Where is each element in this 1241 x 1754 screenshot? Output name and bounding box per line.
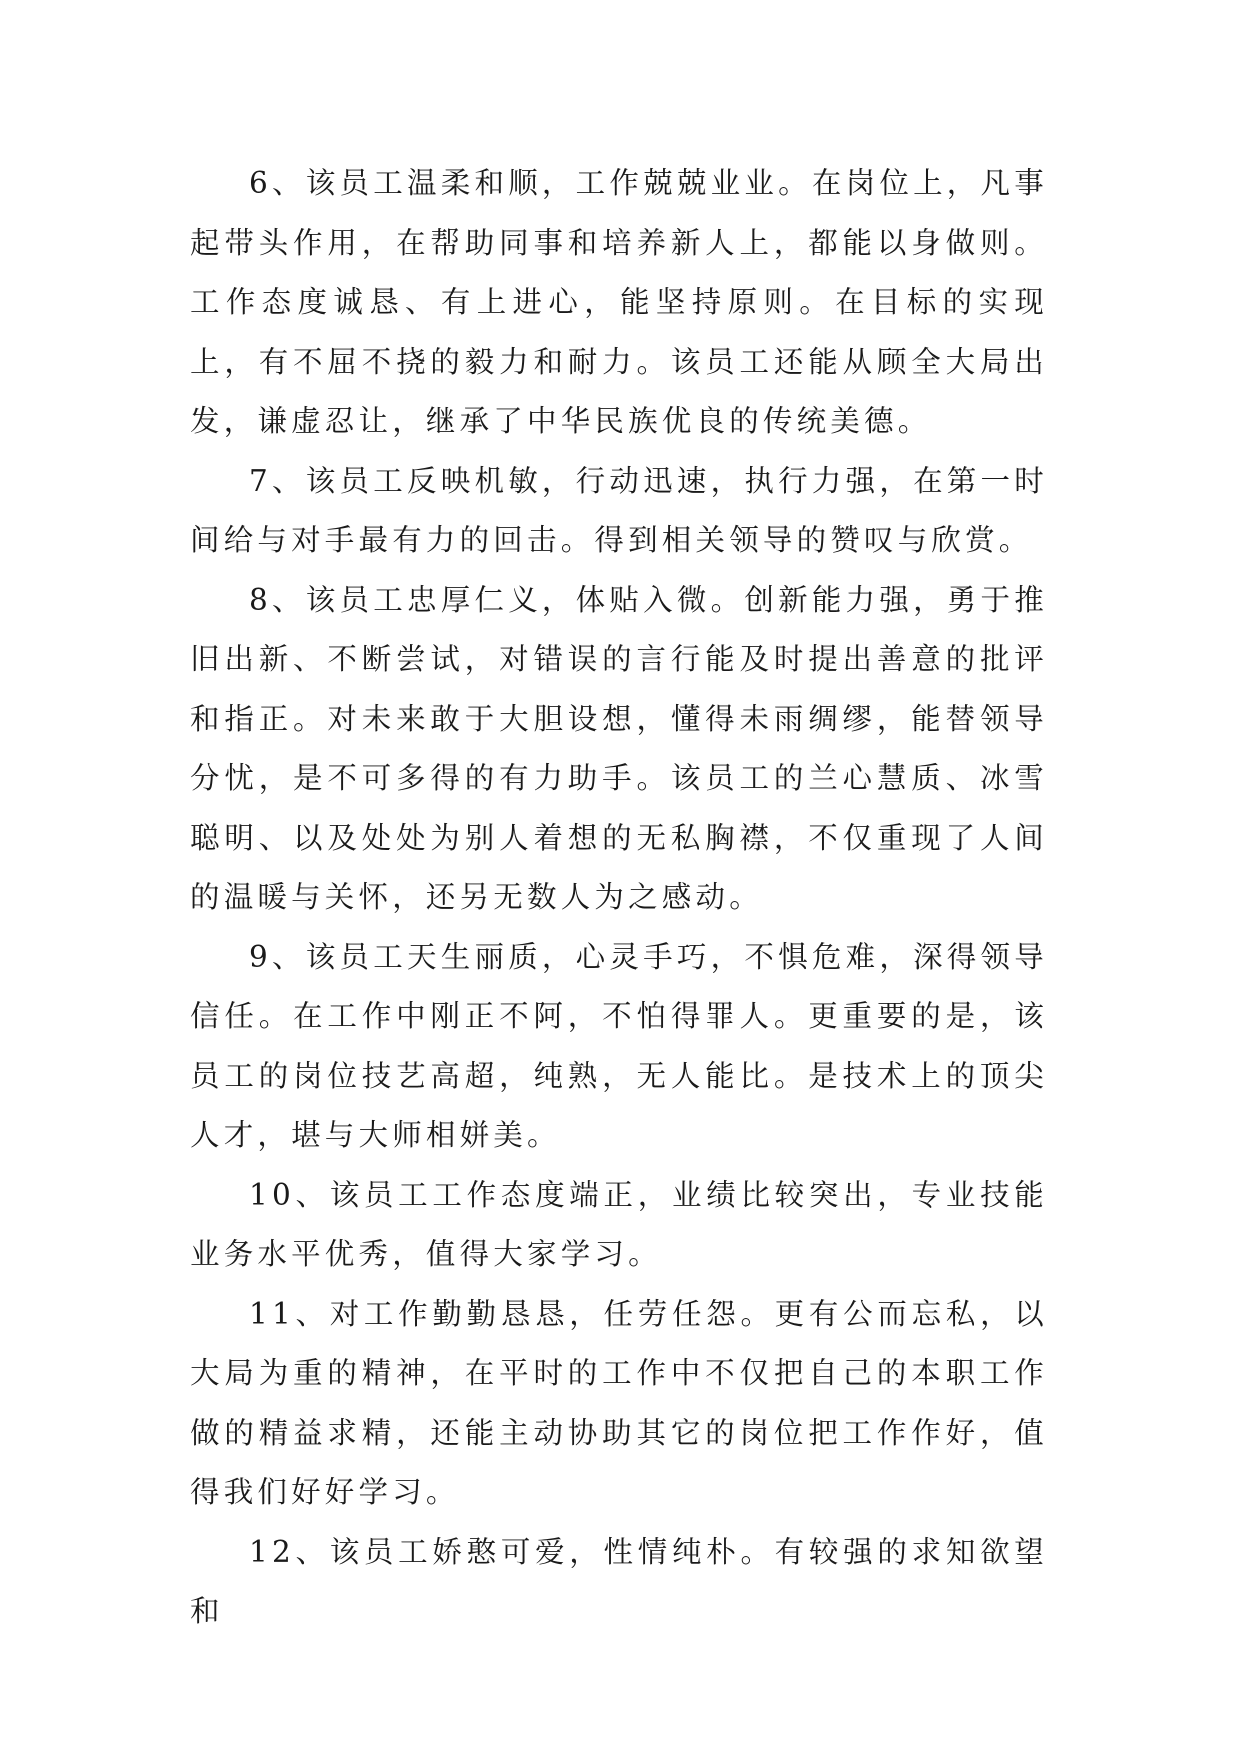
paragraph-11: 11、对工作勤勤恳恳，任劳任怨。更有公而忘私，以大局为重的精神，在平时的工作中不仅把自己的本职工作做的精益求精，还能主动协助其它的岗位把工作作好，值得我们好好学习。 <box>190 1296 1048 1509</box>
document-page <box>190 154 1048 1642</box>
paragraph-7: 7、该员工反映机敏，行动迅速，执行力强，在第一时间给与对手最有力的回击。得到相关领导的赞叹与欣赏。 <box>190 463 1048 557</box>
paragraph-10: 10、该员工工作态度端正，业绩比较突出，专业技能业务水平优秀，值得大家学习。 <box>190 1177 1048 1271</box>
paragraph-6: 6、该员工温柔和顺，工作兢兢业业。在岗位上，凡事起带头作用，在帮助同事和培养新人上，都能以身做则。工作态度诚恳、有上进心，能坚持原则。在目标的实现上，有不屈不挠的毅力和耐力。该员工还能从顾全大局出发，谦虚忍让，继承了中华民族优良的传统美德。 <box>190 166 1048 438</box>
paragraph-12: 12、该员工娇憨可爱，性情纯朴。有较强的求知欲望和 <box>190 1534 1048 1628</box>
paragraph-8: 8、该员工忠厚仁义，体贴入微。创新能力强，勇于推旧出新、不断尝试，对错误的言行能及时提出善意的批评和指正。对未来敢于大胆设想，懂得未雨绸缪，能替领导分忧，是不可多得的有力助手。该员工的兰心慧质、冰雪聪明、以及处处为别人着想的无私胸襟，不仅重现了人间的温暖与关怀，还另无数人为之感动。 <box>190 582 1048 914</box>
paragraph-9: 9、该员工天生丽质，心灵手巧，不惧危难，深得领导信任。在工作中刚正不阿，不怕得罪人。更重要的是，该员工的岗位技艺高超，纯熟，无人能比。是技术上的顶尖人才，堪与大师相姘美。 <box>190 939 1048 1152</box>
